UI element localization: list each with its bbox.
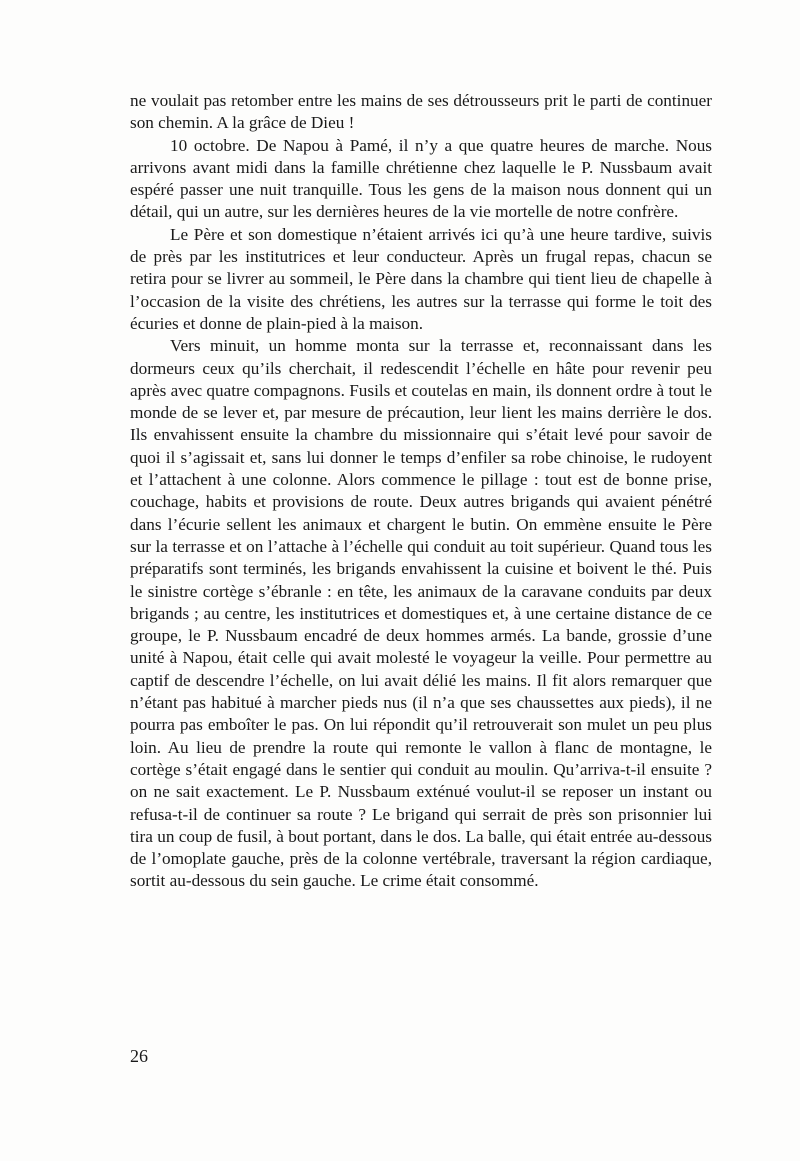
paragraph-4: Vers minuit, un homme monta sur la terrasse et, reconnaissant dans les dormeurs ceux qu’ils cherchait, il redescendit l’échelle en hâte pour revenir peu après avec quatre compagnons. Fusils et coutelas en main, ils donnent ordre à tout le monde de se lever et, par mesure de précaution, leur lient les mains derrière le dos. Ils envahissent ensuite la chambre du missionnaire qui s’était levé pour savoir de quoi il s’agissait et, sans lui donner le temps d’enfiler sa robe chinoise, le rudoyent et l’attachent à une colonne. Alors commence le pillage : tout est de bonne prise, couchage, habits et provisions de route. Deux autres brigands qui avaient pénétré dans l’écurie sellent les animaux et chargent le butin. On emmène ensuite le Père sur la terrasse et on l’attache à l’échelle qui conduit au toit supérieur. Quand tous les préparatifs sont terminés, les brigands envahissent la cuisine et boivent le thé. Puis le sinistre cortège s’ébranle : en tête, les animaux de la caravane conduits par deux brigands ; au centre, les institutrices et domestiques et, à une certaine distance de ce groupe, le P. Nussbaum encadré de deux hommes armés. La bande, grossie d’une unité à Napou, était celle qui avait molesté le voyageur la veille. Pour permettre au captif de descendre l’échelle, on lui avait délié les mains. Il fit alors remarquer que n’étant pas habitué à marcher pieds nus (il n’a que ses chaussettes aux pieds), il ne pourra pas emboîter le pas. On lui répondit qu’il retrouverait son mulet un peu plus loin. Au lieu de prendre la route qui remonte le vallon à flanc de montagne, le cortège s’était engagé dans le sentier qui conduit au moulin. Qu’arriva-t-il ensuite ? on ne sait exactement. Le P. Nussbaum exténué voulut-il se reposer un instant ou refusa-t-il de continuer sa route ? Le brigand qui serrait de près son prisonnier lui tira un coup de fusil, à bout portant, dans le dos. La balle, qui était entrée au-dessous de l’omoplate gauche, près de la colonne vertébrale, traversant la région cardiaque, sortit au-dessous du sein gauche. Le crime était consommé. [130, 336, 712, 891]
paragraph-1: ne voulait pas retomber entre les mains de ses détrousseurs prit le parti de continuer son chemin. A la grâce de Dieu ! [130, 91, 712, 133]
paragraph-3: Le Père et son domestique n’étaient arrivés ici qu’à une heure tardive, suivis de près par les institutrices et leur conducteur. Après un frugal repas, chacun se retira pour se livrer au sommeil, le Père dans la chambre qui tient lieu de chapelle à l’occasion de la visite des chrétiens, les autres sur la terrasse qui forme le toit des écuries et donne de plain-pied à la maison. [130, 224, 712, 333]
page-number: 26 [130, 1046, 148, 1066]
body-text [130, 90, 712, 893]
paragraph-2: 10 octobre. De Napou à Pamé, il n’y a que quatre heures de marche. Nous arrivons avant midi dans la famille chrétienne chez laquelle le P. Nussbaum avait espéré passer une nuit tranquille. Tous les gens de la maison nous donnent qui un détail, qui un autre, sur les dernières heures de la vie mortelle de notre confrère. [130, 135, 712, 222]
